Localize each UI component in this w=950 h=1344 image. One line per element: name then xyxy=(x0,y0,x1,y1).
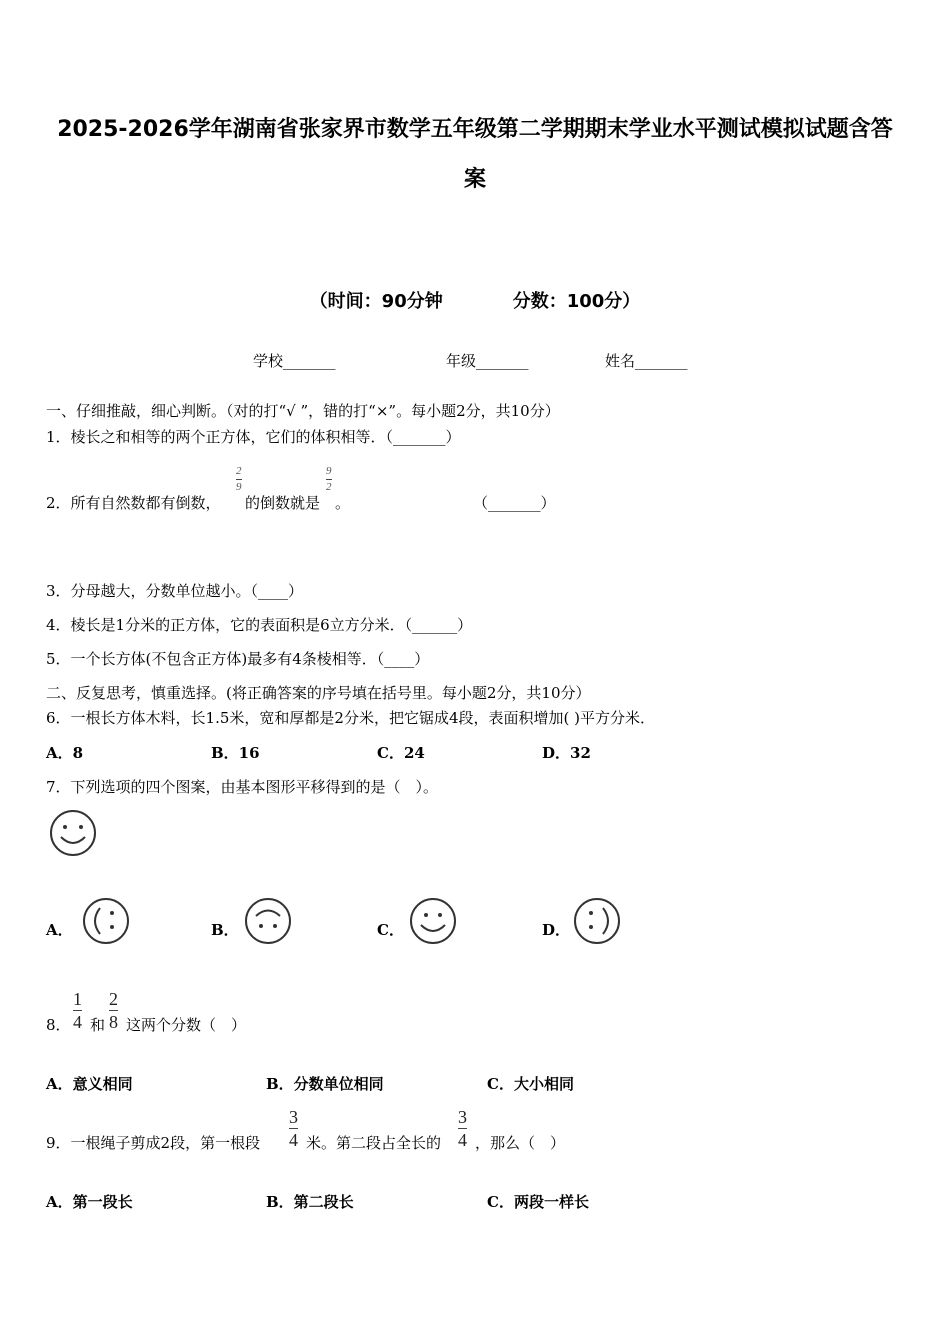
grade-field: 年级_______ xyxy=(446,352,529,370)
question-9-part3: ，那么（ ） xyxy=(475,1134,566,1152)
q6-option-b: B．16 xyxy=(211,744,260,762)
q8-option-b: B．分数单位相同 xyxy=(266,1075,384,1093)
q7-option-b-figure xyxy=(242,896,294,946)
question-5: 5．一个长方体(不包含正方体)最多有4条棱相等．（____） xyxy=(46,650,430,668)
q9-option-b: B．第二段长 xyxy=(266,1193,354,1211)
q8-fraction-2: 2 8 xyxy=(109,989,118,1032)
question-2-mid: 的倒数就是 xyxy=(245,494,321,512)
section2-heading: 二、反复思考，慎重选择。(将正确答案的序号填在括号里。每小题2分，共10分） xyxy=(46,684,591,702)
question-9-part2: 米。第二段占全长的 xyxy=(306,1134,442,1152)
question-2-end: 。 xyxy=(335,494,351,512)
name-field: 姓名_______ xyxy=(605,352,688,370)
question-6: 6．一根长方体木料，长1.5米，宽和厚都是2分米，把它锯成4段，表面积增加( )平方分米． xyxy=(46,709,655,727)
question-8-text: 这两个分数（ ） xyxy=(126,1016,247,1034)
q7-option-a-figure xyxy=(80,896,132,946)
question-8-number: 8． xyxy=(46,1016,71,1034)
document-title-line1: 2025-2026学年湖南省张家界市数学五年级第二学期期末学业水平测试模拟试题含答 xyxy=(57,117,893,142)
question-8-and: 和 xyxy=(90,1016,106,1034)
q8-option-c: C．大小相同 xyxy=(487,1075,574,1093)
question-7: 7．下列选项的四个图案，由基本图形平移得到的是（ ）。 xyxy=(46,778,439,796)
q9-fraction-1: 3 4 xyxy=(289,1107,298,1150)
school-field: 学校_______ xyxy=(253,352,336,370)
document-title-line2: 案 xyxy=(463,167,486,192)
q7-option-b-label: B． xyxy=(211,921,239,939)
q8-option-a: A．意义相同 xyxy=(46,1075,133,1093)
section1-heading: 一、仔细推敲，细心判断。（对的打“√ ”，错的打“×”。每小题2分，共10分） xyxy=(46,402,560,420)
q8-fraction-1: 1 4 xyxy=(73,989,82,1032)
exam-meta xyxy=(0,287,950,313)
q7-option-c-figure xyxy=(407,896,459,946)
exam-score: 分数：100分） xyxy=(512,291,641,312)
q6-option-a: A．8 xyxy=(46,744,84,762)
q9-option-a: A．第一段长 xyxy=(46,1193,133,1211)
q9-fraction-2: 3 4 xyxy=(458,1107,467,1150)
question-3: 3．分母越大，分数单位越小。（____） xyxy=(46,582,304,600)
exam-time: （时间：90分钟 xyxy=(309,291,443,312)
q9-option-c: C．两段一样长 xyxy=(487,1193,589,1211)
q6-option-d: D．32 xyxy=(542,744,591,762)
question-4: 4．棱长是1分米的正方体，它的表面积是6立方分米．（______） xyxy=(46,616,473,634)
q6-option-c: C．24 xyxy=(377,744,425,762)
question-2-text: 2．所有自然数都有倒数， xyxy=(46,494,221,512)
question-1: 1．棱长之和相等的两个正方体，它们的体积相等．（_______） xyxy=(46,428,461,446)
question-2-blank: （_______） xyxy=(473,494,556,512)
q7-option-c-label: C． xyxy=(377,921,404,939)
q2-fraction-1: 2 9 xyxy=(236,465,242,493)
question-9-part1: 9．一根绳子剪成2段，第一根段 xyxy=(46,1134,261,1152)
basic-smiley-figure xyxy=(48,808,98,858)
q7-option-a-label: A． xyxy=(46,921,73,939)
q7-option-d-figure xyxy=(571,896,623,946)
q7-option-d-label: D． xyxy=(542,921,571,939)
q2-fraction-2: 9 2 xyxy=(326,465,332,493)
